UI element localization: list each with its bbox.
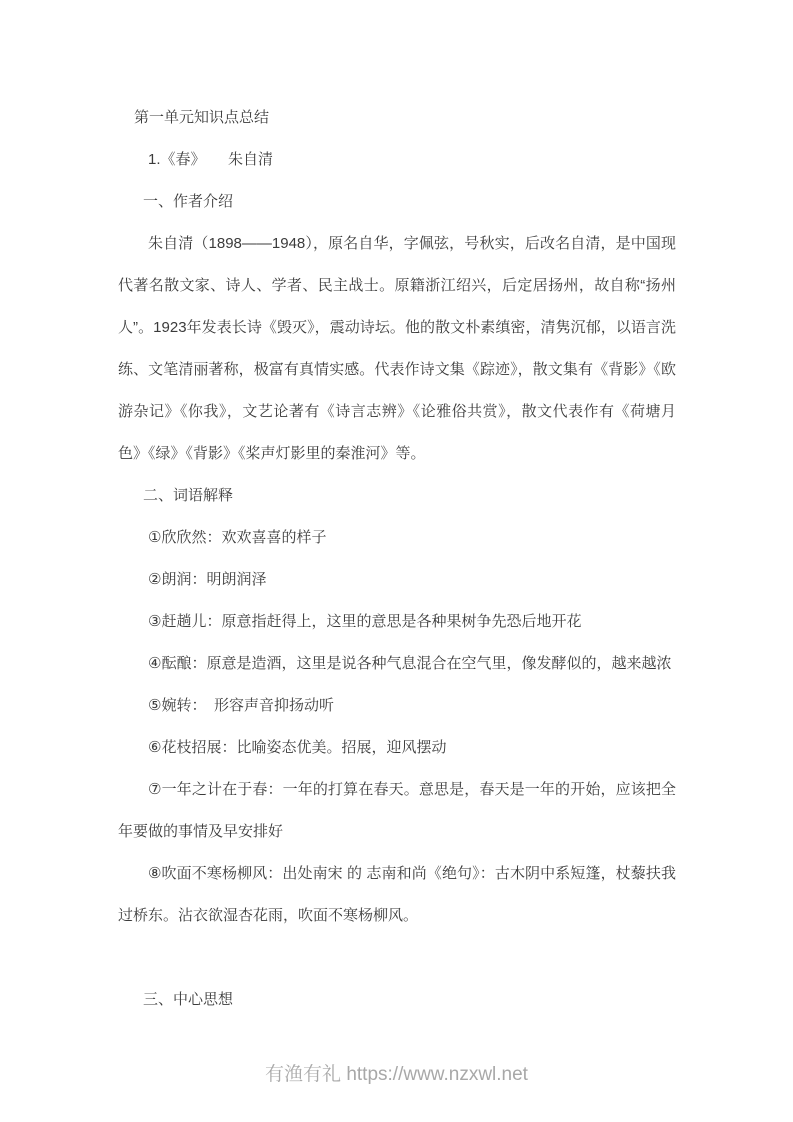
watermark-text: 有渔有礼 https://www.nzxwl.net [265, 1064, 528, 1085]
document-title: 第一单元知识点总结 [134, 109, 270, 126]
document-body [118, 97, 676, 1021]
glossary-item-7: ⑦一年之计在于春：一年的打算在春天。意思是，春天是一年的开始，应该把全年要做的事情及早安排好 [118, 781, 676, 840]
glossary-item-6: ⑥花枝招展：比喻姿态优美。招展，迎风摆动 [148, 739, 447, 756]
blank-line [118, 937, 676, 979]
watermark-footer [0, 1056, 793, 1094]
section-heading-glossary: 二、词语解释 [143, 487, 234, 504]
author-intro-paragraph: 朱自清（1898——1948），原名自华，字佩弦，号秋实，后改名自清，是中国现代著名散文家、诗人、学者、民主战士。原籍浙江绍兴，后定居扬州，故自称“扬州人”。1923年发表长诗《毁灭》，震动诗坛。他的散文朴素缜密，清隽沉郁，以语言洗练、文笔清丽著称，极富有真情实感。代表作诗文集《踪迹》，散文集有《背影》《欧游杂记》《你我》，文艺论著有《诗言志辨》《论雅俗共赏》，散文代表作有《荷塘月色》《绿》《背影》《桨声灯影里的秦淮河》等。 [118, 235, 676, 462]
glossary-item-3: ③赶趟儿：原意指赶得上，这里的意思是各种果树争先恐后地开花 [148, 613, 582, 630]
glossary-item-2: ②朗润：明朗润泽 [148, 571, 267, 588]
glossary-item-5: ⑤婉转： 形容声音抑扬动听 [148, 697, 334, 714]
lesson-heading: 1.《春》 朱自清 [148, 151, 274, 168]
glossary-item-4: ④酝酿：原意是造酒，这里是说各种气息混合在空气里，像发酵似的，越来越浓 [148, 655, 672, 672]
glossary-item-1: ①欣欣然：欢欢喜喜的样子 [148, 529, 327, 546]
glossary-item-8: ⑧吹面不寒杨柳风：出处南宋 的 志南和尚《绝句》：古木阴中系短篷，杖藜扶我过桥东。沾衣欲湿杏花雨，吹面不寒杨柳风。 [118, 865, 676, 924]
section-heading-theme: 三、中心思想 [143, 991, 234, 1008]
section-heading-author: 一、作者介绍 [143, 193, 234, 210]
